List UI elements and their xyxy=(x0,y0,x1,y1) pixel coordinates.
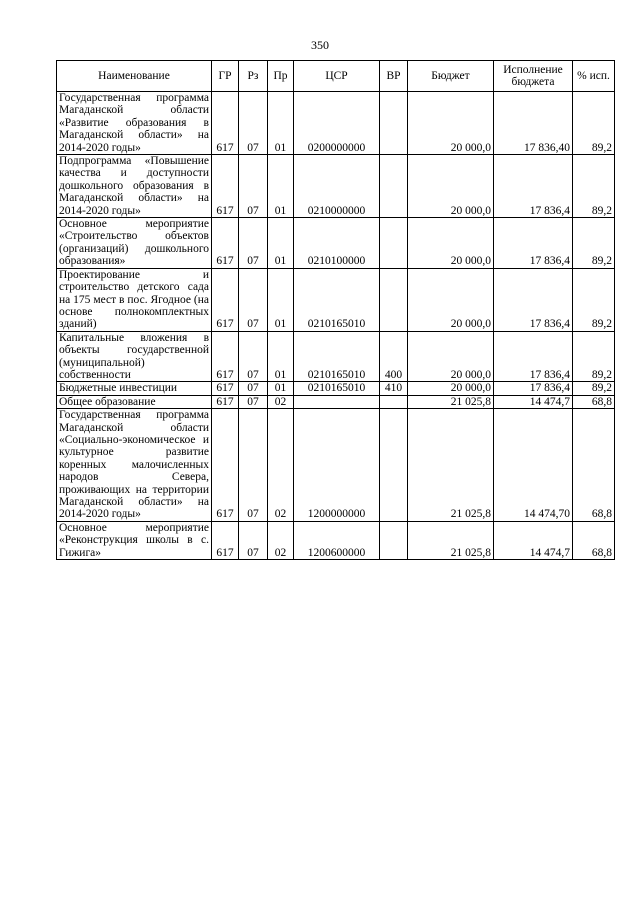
table-row xyxy=(57,382,615,395)
row-gr: 617 xyxy=(212,218,239,269)
row-pr: 01 xyxy=(268,331,294,382)
row-gr: 617 xyxy=(212,92,239,155)
row-rz: 07 xyxy=(239,382,268,395)
row-vr: 410 xyxy=(380,382,408,395)
row-vr xyxy=(380,155,408,218)
row-csr: 0210100000 xyxy=(294,218,380,269)
row-execution: 17 836,4 xyxy=(494,218,573,269)
row-budget: 21 025,8 xyxy=(408,409,494,522)
table-header-row xyxy=(57,61,615,92)
table-row xyxy=(57,331,615,382)
row-name: Государственная программа Магаданской области «Развитие образования в Магаданской области» на 2014-2020 годы» xyxy=(57,92,212,155)
row-name: Государственная программа Магаданской области «Социально-экономическое и культурное развитие коренных малочисленных народов Севера, проживающих на территории Магаданской области» на 2014-2020 годы» xyxy=(57,409,212,522)
row-percent: 68,8 xyxy=(573,521,615,559)
row-rz: 07 xyxy=(239,331,268,382)
row-execution: 17 836,40 xyxy=(494,92,573,155)
table-row xyxy=(57,521,615,559)
row-name: Подпрограмма «Повышение качества и доступности дошкольного образования в Магаданской области» на 2014-2020 годы» xyxy=(57,155,212,218)
row-pr: 01 xyxy=(268,92,294,155)
row-execution: 14 474,70 xyxy=(494,409,573,522)
table-row xyxy=(57,395,615,408)
budget-table xyxy=(56,60,615,560)
row-execution: 14 474,7 xyxy=(494,395,573,408)
row-csr: 0210165010 xyxy=(294,382,380,395)
row-budget: 20 000,0 xyxy=(408,92,494,155)
table-row xyxy=(57,409,615,522)
row-percent: 89,2 xyxy=(573,218,615,269)
row-pr: 02 xyxy=(268,409,294,522)
row-budget: 20 000,0 xyxy=(408,268,494,331)
row-percent: 89,2 xyxy=(573,331,615,382)
row-rz: 07 xyxy=(239,409,268,522)
row-gr: 617 xyxy=(212,331,239,382)
row-pr: 01 xyxy=(268,155,294,218)
row-percent: 89,2 xyxy=(573,155,615,218)
row-vr xyxy=(380,92,408,155)
page-number: 350 xyxy=(311,38,329,52)
row-budget: 20 000,0 xyxy=(408,218,494,269)
row-gr: 617 xyxy=(212,521,239,559)
row-execution: 17 836,4 xyxy=(494,155,573,218)
header-vr: ВР xyxy=(380,61,408,92)
header-rz: Рз xyxy=(239,61,268,92)
row-vr: 400 xyxy=(380,331,408,382)
row-budget: 20 000,0 xyxy=(408,382,494,395)
row-name: Общее образование xyxy=(57,395,212,408)
row-percent: 89,2 xyxy=(573,92,615,155)
row-budget: 21 025,8 xyxy=(408,395,494,408)
header-pr: Пр xyxy=(268,61,294,92)
row-gr: 617 xyxy=(212,382,239,395)
row-pr: 02 xyxy=(268,395,294,408)
row-execution: 17 836,4 xyxy=(494,382,573,395)
row-percent: 68,8 xyxy=(573,409,615,522)
row-gr: 617 xyxy=(212,395,239,408)
table-row xyxy=(57,155,615,218)
row-rz: 07 xyxy=(239,92,268,155)
row-csr xyxy=(294,395,380,408)
header-csr: ЦСР xyxy=(294,61,380,92)
header-percent: % исп. xyxy=(573,61,615,92)
header-gr: ГР xyxy=(212,61,239,92)
row-rz: 07 xyxy=(239,218,268,269)
row-pr: 01 xyxy=(268,268,294,331)
row-rz: 07 xyxy=(239,155,268,218)
row-percent: 89,2 xyxy=(573,382,615,395)
row-gr: 617 xyxy=(212,155,239,218)
row-execution: 17 836,4 xyxy=(494,331,573,382)
row-percent: 89,2 xyxy=(573,268,615,331)
row-budget: 20 000,0 xyxy=(408,331,494,382)
row-csr: 1200000000 xyxy=(294,409,380,522)
row-execution: 17 836,4 xyxy=(494,268,573,331)
row-vr xyxy=(380,218,408,269)
row-pr: 02 xyxy=(268,521,294,559)
table-row xyxy=(57,92,615,155)
row-name: Проектирование и строительство детского сада на 175 мест в пос. Ягодное (на основе полнокомплектных зданий) xyxy=(57,268,212,331)
row-budget: 20 000,0 xyxy=(408,155,494,218)
row-name: Основное мероприятие «Строительство объектов (организаций) дошкольного образования» xyxy=(57,218,212,269)
row-budget: 21 025,8 xyxy=(408,521,494,559)
header-budget: Бюджет xyxy=(408,61,494,92)
row-percent: 68,8 xyxy=(573,395,615,408)
row-gr: 617 xyxy=(212,409,239,522)
row-pr: 01 xyxy=(268,218,294,269)
row-vr xyxy=(380,268,408,331)
table-row xyxy=(57,268,615,331)
row-csr: 0200000000 xyxy=(294,92,380,155)
table-row xyxy=(57,218,615,269)
row-rz: 07 xyxy=(239,268,268,331)
row-rz: 07 xyxy=(239,521,268,559)
row-execution: 14 474,7 xyxy=(494,521,573,559)
header-execution: Исполнение бюджета xyxy=(494,61,573,92)
row-vr xyxy=(380,395,408,408)
row-name: Основное мероприятие «Реконструкция школы в с. Гижига» xyxy=(57,521,212,559)
row-vr xyxy=(380,409,408,522)
row-csr: 1200600000 xyxy=(294,521,380,559)
header-name: Наименование xyxy=(57,61,212,92)
row-name: Бюджетные инвестиции xyxy=(57,382,212,395)
row-name: Капитальные вложения в объекты государственной (муниципальной) собственности xyxy=(57,331,212,382)
row-csr: 0210165010 xyxy=(294,268,380,331)
row-csr: 0210165010 xyxy=(294,331,380,382)
row-pr: 01 xyxy=(268,382,294,395)
row-csr: 0210000000 xyxy=(294,155,380,218)
row-rz: 07 xyxy=(239,395,268,408)
row-vr xyxy=(380,521,408,559)
row-gr: 617 xyxy=(212,268,239,331)
